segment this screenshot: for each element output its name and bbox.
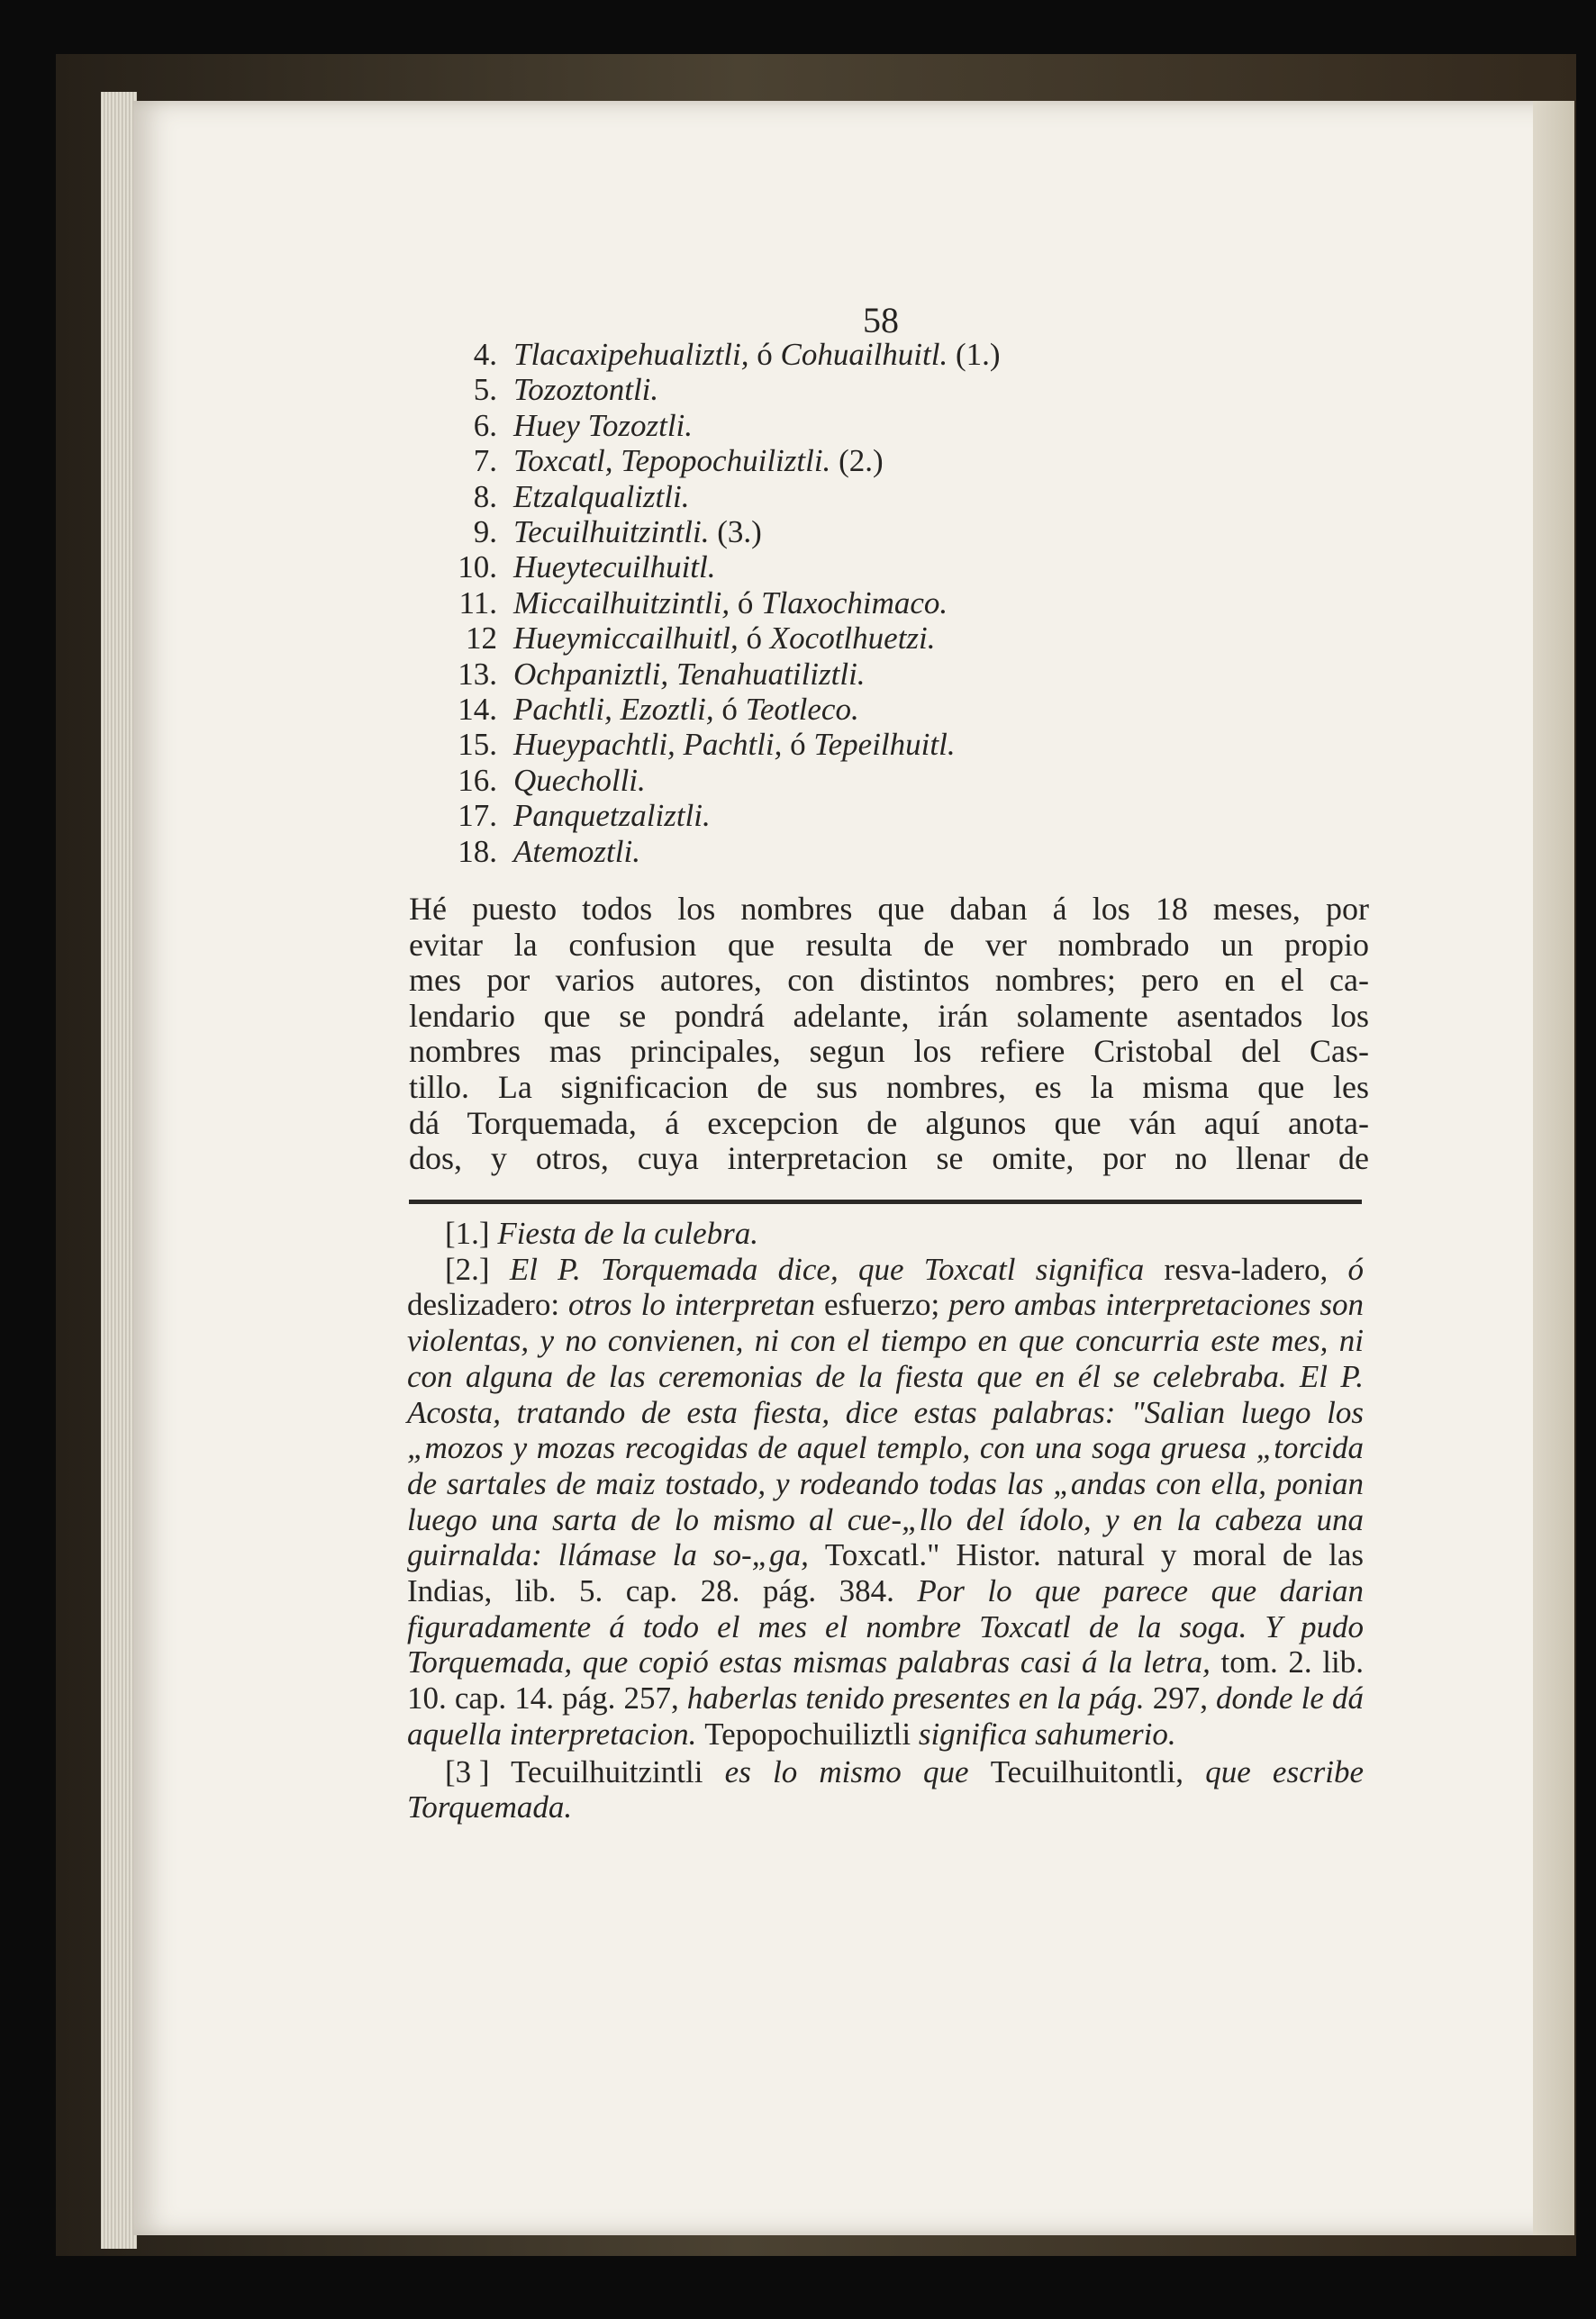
month-name-text: ó bbox=[790, 727, 814, 763]
month-name-text: ó bbox=[757, 337, 781, 372]
month-item bbox=[441, 621, 1001, 656]
footnote-text: Tecuilhuitontli, bbox=[990, 1753, 1206, 1789]
month-name-text: Toxcatl, Tepopochuiliztli. bbox=[513, 443, 831, 479]
month-number: 5. bbox=[473, 372, 497, 408]
month-number: 7. bbox=[473, 443, 497, 479]
footnote-text: tom. 2. lib. 10. cap. 14. pág. 257, bbox=[407, 1644, 1364, 1717]
footnote-text: deslizadero: bbox=[407, 1287, 569, 1323]
footnote-text: significa sahumerio. bbox=[918, 1716, 1176, 1752]
footnote-text: otros lo interpretan bbox=[568, 1287, 824, 1323]
month-number: 18. bbox=[458, 833, 497, 869]
month-number: 13. bbox=[458, 656, 497, 692]
footnote-text: donde le dá aquella interpretacion. bbox=[407, 1680, 1365, 1752]
month-number: 14. bbox=[458, 692, 497, 728]
month-name-text: Tozoztontli. bbox=[513, 372, 659, 408]
month-number: 17. bbox=[458, 798, 497, 834]
month-item bbox=[441, 408, 1001, 443]
footnote-text: Fiesta de la culebra. bbox=[497, 1216, 758, 1251]
footnote-2 bbox=[407, 1252, 1364, 1753]
month-item bbox=[441, 514, 1001, 549]
month-name-text: Xocotlhuetzi. bbox=[769, 621, 936, 657]
month-item bbox=[441, 798, 1001, 833]
body-line: evitar la confusion que resulta de ver nombrado un propio bbox=[409, 926, 1369, 963]
footnotes bbox=[407, 1216, 1364, 1825]
month-item bbox=[441, 585, 1001, 621]
footnote-text: haberlas tenido presentes en la pág. bbox=[686, 1680, 1153, 1717]
month-number: 6. bbox=[473, 407, 497, 443]
month-list bbox=[441, 337, 1001, 869]
footnote-text: resva-ladero, bbox=[1164, 1251, 1348, 1287]
month-item bbox=[441, 692, 1001, 727]
month-name-text: ó bbox=[737, 584, 762, 621]
month-item bbox=[441, 763, 1001, 798]
month-number: 10. bbox=[458, 549, 497, 585]
month-item bbox=[441, 657, 1001, 692]
month-item bbox=[441, 372, 1001, 407]
footnote-3 bbox=[407, 1754, 1364, 1825]
month-name-text: Cohuailhuitl. bbox=[780, 337, 948, 372]
page-number: 58 bbox=[863, 300, 899, 340]
month-item bbox=[441, 443, 1001, 478]
month-name-text: Tlaxochimaco. bbox=[761, 584, 948, 621]
month-name-text: Etzalqualiztli. bbox=[513, 478, 690, 514]
month-item bbox=[441, 727, 1001, 762]
month-number: 15. bbox=[458, 727, 497, 763]
month-name-text: (2.) bbox=[830, 443, 884, 479]
month-item bbox=[441, 834, 1001, 869]
footnote-text: Tecuilhuitzintli bbox=[511, 1753, 725, 1789]
month-number: 9. bbox=[473, 514, 497, 550]
month-name-text: Hueymiccailhuitl, bbox=[513, 621, 747, 657]
footnote-text: Tepopochuiliztli bbox=[704, 1716, 919, 1752]
month-number: 8. bbox=[473, 478, 497, 514]
month-name-text: Quecholli. bbox=[513, 762, 646, 798]
month-name-text: Panquetzaliztli. bbox=[513, 798, 711, 834]
month-name-text: Hueypachtli, Pachtli, bbox=[513, 727, 791, 763]
month-number: 12 bbox=[466, 621, 497, 657]
body-line: tillo. La significacion de sus nombres, es la misma que les bbox=[409, 1068, 1369, 1105]
month-item bbox=[441, 549, 1001, 584]
footnote-text: pero ambas interpretaciones son violentas, y no convienen, ni con el tiempo en que concurria este mes, ni con alguna de las ceremonias de la fiesta que en él se celebraba. El P. Acosta, tratando de esta fiesta, dice estas palabras: "Salian luego los „mozos y mozas recogidas de aquel templo, con una soga gruesa „torcida de sartales de maiz tostado, y rodeando todas las „andas con ella, ponian luego una sarta de lo mismo al cue-„llo del ídolo, y en la cabeza una guirnalda: llámase la so-„ga, bbox=[407, 1287, 1365, 1573]
footnote-text: ó bbox=[1347, 1251, 1364, 1287]
footnote-text: Por lo que parece que darian figuradamente á todo el mes el nombre Toxcatl de la soga. Y pudo Torquemada, que copió estas mismas palabras casi á la letra, bbox=[407, 1573, 1364, 1680]
footnote-text: Toxcatl." Histor. natural y moral de las Indias, lib. 5. cap. 28. pág. 384. bbox=[407, 1537, 1364, 1609]
body-line: lendario que se pondrá adelante, irán solamente asentados los bbox=[409, 997, 1369, 1034]
month-name-text: Pachtli, Ezoztli, bbox=[513, 692, 722, 728]
footnote-text: 297, bbox=[1152, 1680, 1217, 1717]
month-name-text: (3.) bbox=[709, 514, 762, 550]
footnote-text: esfuerzo; bbox=[823, 1287, 949, 1323]
month-name-text: ó bbox=[721, 692, 746, 728]
month-name-text: Ochpaniztli, Tenahuatiliztli. bbox=[513, 656, 866, 692]
month-name-text: Hueytecuilhuitl. bbox=[513, 549, 716, 585]
page-stack-edge bbox=[101, 92, 137, 2249]
month-name-text: Tlacaxipehualiztli, bbox=[513, 337, 757, 372]
month-name-text: Teotleco. bbox=[745, 692, 859, 728]
month-name-text: ó bbox=[746, 621, 770, 657]
month-name-text: Huey Tozoztli. bbox=[513, 407, 694, 443]
month-name-text: (1.) bbox=[948, 337, 1001, 372]
footnote-text: El P. Torquemada dice, que Toxcatl significa bbox=[509, 1251, 1165, 1287]
footnote-text: que escribe Torquemada. bbox=[407, 1753, 1365, 1825]
footnote-1 bbox=[407, 1216, 1364, 1252]
month-item bbox=[441, 337, 1001, 372]
footnote-rule bbox=[409, 1200, 1362, 1204]
month-number: 11. bbox=[458, 584, 497, 621]
month-number: 4. bbox=[473, 337, 497, 372]
footnote-marker: [1.] bbox=[445, 1216, 490, 1251]
body-line: nombres mas principales, segun los refiere Cristobal del Cas- bbox=[409, 1033, 1369, 1070]
body-paragraph bbox=[409, 892, 1369, 1177]
month-name-text: Miccailhuitzintli, bbox=[513, 584, 738, 621]
footnote-marker: [2.] bbox=[445, 1251, 490, 1287]
body-line: Hé puesto todos los nombres que daban á los 18 meses, por bbox=[409, 891, 1369, 927]
body-line: dá Torquemada, á excepcion de algunos que ván aquí anota- bbox=[409, 1104, 1369, 1141]
footnote-text: es lo mismo que bbox=[724, 1753, 991, 1789]
footnote-marker: [3 ] bbox=[445, 1753, 490, 1789]
month-name-text: Tecuilhuitzintli. bbox=[513, 514, 710, 550]
month-number: 16. bbox=[458, 762, 497, 798]
month-name-text: Tepeilhuitl. bbox=[813, 727, 956, 763]
month-item bbox=[441, 479, 1001, 514]
month-name-text: Atemoztli. bbox=[513, 833, 640, 869]
body-line: mes por varios autores, con distintos nombres; pero en el ca- bbox=[409, 962, 1369, 999]
body-line: dos, y otros, cuya interpretacion se omite, por no llenar de bbox=[409, 1140, 1369, 1177]
page-right-margin bbox=[1533, 101, 1574, 2235]
